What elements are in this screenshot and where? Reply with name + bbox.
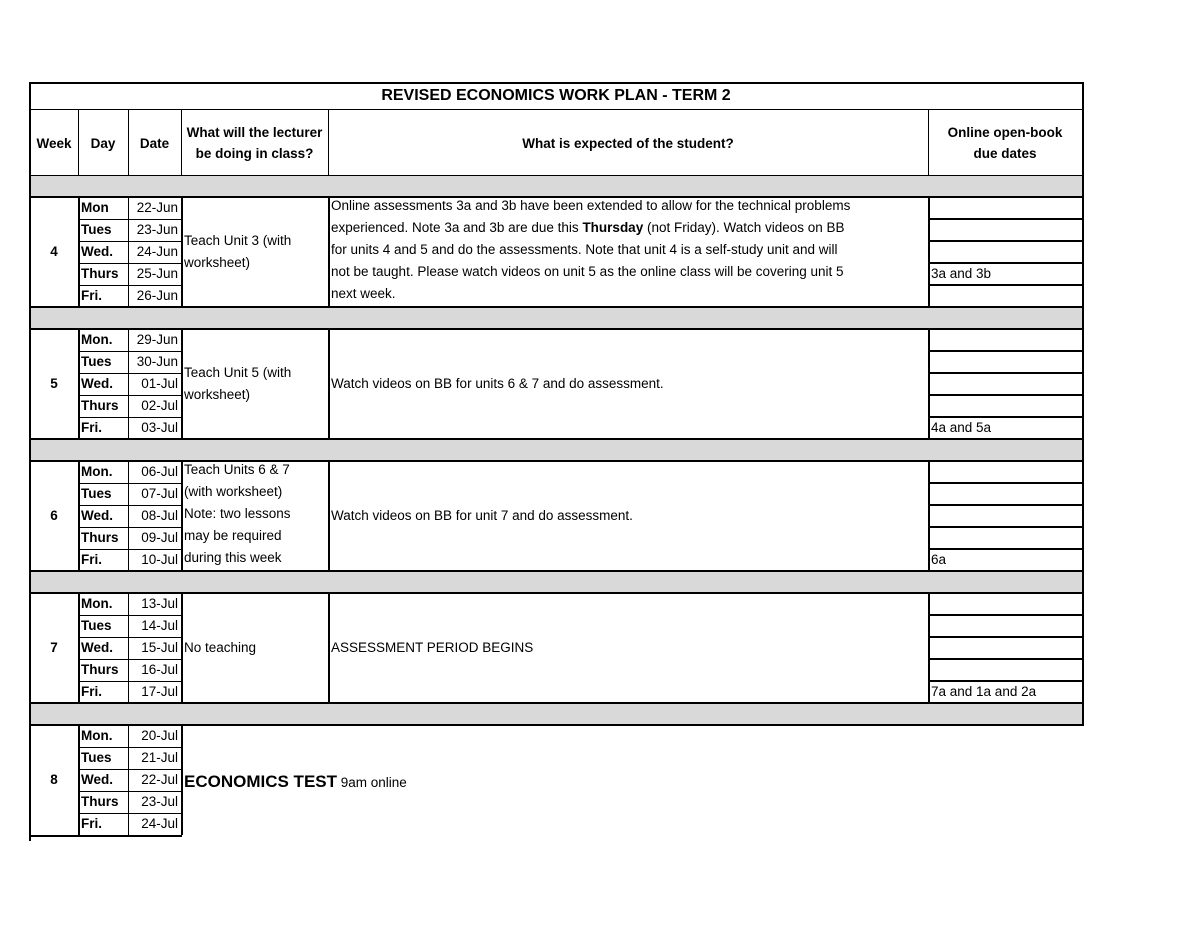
table-top-border bbox=[30, 82, 1083, 84]
due-date-cell bbox=[928, 241, 1082, 263]
student-text-line: not be taught. Please watch videos on unit 5 as the online class will be covering unit 5 bbox=[331, 264, 844, 279]
student-text: Watch videos on BB for units 6 & 7 and do assessment. bbox=[331, 376, 664, 391]
header-week: Week bbox=[36, 135, 72, 151]
due-date-cell bbox=[928, 505, 1082, 527]
day-cell: Tues bbox=[81, 618, 112, 633]
due-date-cell bbox=[928, 219, 1082, 241]
day-cell: Thurs bbox=[81, 794, 119, 809]
date-cell: 17-Jul bbox=[141, 684, 178, 699]
lecturer-text-line: may be required bbox=[184, 528, 282, 543]
day-cell: Thurs bbox=[81, 530, 119, 545]
due-date-cell bbox=[928, 329, 1082, 351]
date-cell: 20-Jul bbox=[141, 728, 178, 743]
date-cell: 30-Jun bbox=[136, 354, 178, 369]
day-cell: Mon. bbox=[81, 728, 113, 743]
separator-band bbox=[30, 175, 1082, 197]
day-cell: Wed. bbox=[81, 376, 114, 391]
due-date-cell bbox=[928, 461, 1082, 483]
due-date-cell: 3a and 3b bbox=[931, 266, 992, 281]
due-date-cell: 4a and 5a bbox=[931, 420, 992, 435]
date-cell: 03-Jul bbox=[141, 420, 178, 435]
due-date-cell bbox=[928, 351, 1082, 373]
day-cell: Tues bbox=[81, 486, 112, 501]
sheet-title: REVISED ECONOMICS WORK PLAN - TERM 2 bbox=[381, 87, 731, 104]
date-cell: 24-Jul bbox=[141, 816, 178, 831]
separator-band bbox=[30, 307, 1082, 329]
date-cell: 01-Jul bbox=[141, 376, 178, 391]
economics-test-label: ECONOMICS TEST bbox=[184, 772, 338, 791]
day-cell: Fri. bbox=[81, 420, 103, 435]
date-cell: 10-Jul bbox=[141, 552, 178, 567]
date-cell: 21-Jul bbox=[141, 750, 178, 765]
date-cell: 06-Jul bbox=[141, 464, 178, 479]
lecturer-text-line: Teach Units 6 & 7 bbox=[184, 462, 290, 477]
header-col-divider bbox=[78, 109, 79, 175]
date-cell: 22-Jun bbox=[136, 200, 178, 215]
due-date-cell bbox=[928, 615, 1082, 637]
lecturer-text-line: (with worksheet) bbox=[184, 484, 283, 499]
header-bottom-border bbox=[30, 175, 1083, 176]
header-col-divider bbox=[181, 109, 182, 175]
lecturer-text: Teach Unit 3 (with worksheet) bbox=[184, 233, 292, 270]
due-date-cell bbox=[928, 395, 1082, 417]
date-cell: 25-Jun bbox=[136, 266, 178, 281]
header-lecturer: What will the lecturer be doing in class? bbox=[186, 125, 323, 161]
day-cell: Fri. bbox=[81, 552, 103, 567]
date-cell: 23-Jun bbox=[136, 222, 178, 237]
lecturer-text-line: Note: two lessons bbox=[184, 506, 291, 521]
date-cell: 22-Jul bbox=[141, 772, 178, 787]
date-cell: 07-Jul bbox=[141, 486, 178, 501]
day-cell: Mon bbox=[81, 200, 109, 215]
due-date-cell bbox=[928, 637, 1082, 659]
day-cell: Tues bbox=[81, 750, 112, 765]
header-due-dates: Online open-book due dates bbox=[947, 125, 1063, 161]
date-cell: 13-Jul bbox=[141, 596, 178, 611]
date-cell: 26-Jun bbox=[136, 288, 178, 303]
day-cell: Tues bbox=[81, 354, 112, 369]
date-cell: 23-Jul bbox=[141, 794, 178, 809]
day-cell: Thurs bbox=[81, 398, 119, 413]
day-cell: Wed. bbox=[81, 640, 114, 655]
due-date-cell bbox=[928, 527, 1082, 549]
due-date-cell bbox=[928, 285, 1082, 307]
due-date-cell: 6a bbox=[931, 552, 947, 567]
date-cell: 09-Jul bbox=[141, 530, 178, 545]
day-cell: Mon. bbox=[81, 596, 113, 611]
header-col-divider bbox=[928, 109, 929, 175]
due-date-cell bbox=[928, 373, 1082, 395]
due-date-cell: 7a and 1a and 2a bbox=[931, 684, 1037, 699]
economics-test-text bbox=[181, 769, 581, 791]
due-date-cell bbox=[928, 659, 1082, 681]
day-cell: Wed. bbox=[81, 508, 114, 523]
due-date-cell bbox=[928, 197, 1082, 219]
student-text-line bbox=[328, 217, 928, 239]
header-col-divider bbox=[128, 109, 129, 175]
economics-test-detail: 9am online bbox=[337, 775, 407, 790]
date-cell: 08-Jul bbox=[141, 508, 178, 523]
student-text-fragment: experienced. Note 3a and 3b are due this bbox=[331, 220, 583, 235]
student-text: Watch videos on BB for unit 7 and do assessment. bbox=[331, 508, 633, 523]
date-cell: 16-Jul bbox=[141, 662, 178, 677]
day-cell: Thurs bbox=[81, 662, 119, 677]
header-day: Day bbox=[90, 135, 116, 151]
header-date: Date bbox=[139, 135, 170, 151]
week-number: 8 bbox=[50, 772, 58, 787]
day-cell: Wed. bbox=[81, 244, 114, 259]
table-right-border bbox=[1082, 82, 1084, 726]
day-cell: Fri. bbox=[81, 684, 103, 699]
due-date-cell bbox=[928, 483, 1082, 505]
date-cell: 14-Jul bbox=[141, 618, 178, 633]
day-cell: Mon. bbox=[81, 464, 113, 479]
header-student: What is expected of the student? bbox=[522, 135, 734, 151]
day-cell: Tues bbox=[81, 222, 112, 237]
date-cell: 24-Jun bbox=[136, 244, 178, 259]
header-col-divider bbox=[328, 109, 329, 175]
student-text-emphasis: Thursday bbox=[582, 220, 644, 235]
date-cell: 15-Jul bbox=[141, 640, 178, 655]
week-block-bottom-border bbox=[30, 835, 182, 837]
separator-band bbox=[30, 703, 1082, 725]
separator-band bbox=[30, 439, 1082, 461]
week-block-bottom-border bbox=[30, 570, 1083, 572]
lecturer-text: No teaching bbox=[184, 640, 257, 655]
student-text-fragment: (not Friday). Watch videos on BB bbox=[643, 220, 845, 235]
student-text-line: Online assessments 3a and 3b have been extended to allow for the technical problems bbox=[331, 198, 851, 213]
week-block-top-border bbox=[181, 724, 1083, 726]
date-cell: 29-Jun bbox=[136, 332, 178, 347]
due-date-cell bbox=[928, 593, 1082, 615]
title-bottom-border bbox=[30, 109, 1083, 110]
week-number: 5 bbox=[50, 376, 58, 391]
lecturer-text: Teach Unit 5 (with worksheet) bbox=[184, 365, 292, 402]
week-number: 4 bbox=[50, 244, 58, 259]
date-cell: 02-Jul bbox=[141, 398, 178, 413]
week-number: 6 bbox=[50, 508, 58, 523]
day-cell: Wed. bbox=[81, 772, 114, 787]
day-cell: Fri. bbox=[81, 288, 103, 303]
lecturer-text-line: during this week bbox=[184, 550, 282, 565]
week-number: 7 bbox=[50, 640, 58, 655]
day-cell: Thurs bbox=[81, 266, 119, 281]
student-text-line: for units 4 and 5 and do the assessments. Note that unit 4 is a self-study unit and will bbox=[331, 242, 838, 257]
student-text: ASSESSMENT PERIOD BEGINS bbox=[331, 640, 534, 655]
student-text-line: next week. bbox=[331, 286, 396, 301]
day-cell: Mon. bbox=[81, 332, 113, 347]
separator-band bbox=[30, 571, 1082, 593]
day-cell: Fri. bbox=[81, 816, 103, 831]
